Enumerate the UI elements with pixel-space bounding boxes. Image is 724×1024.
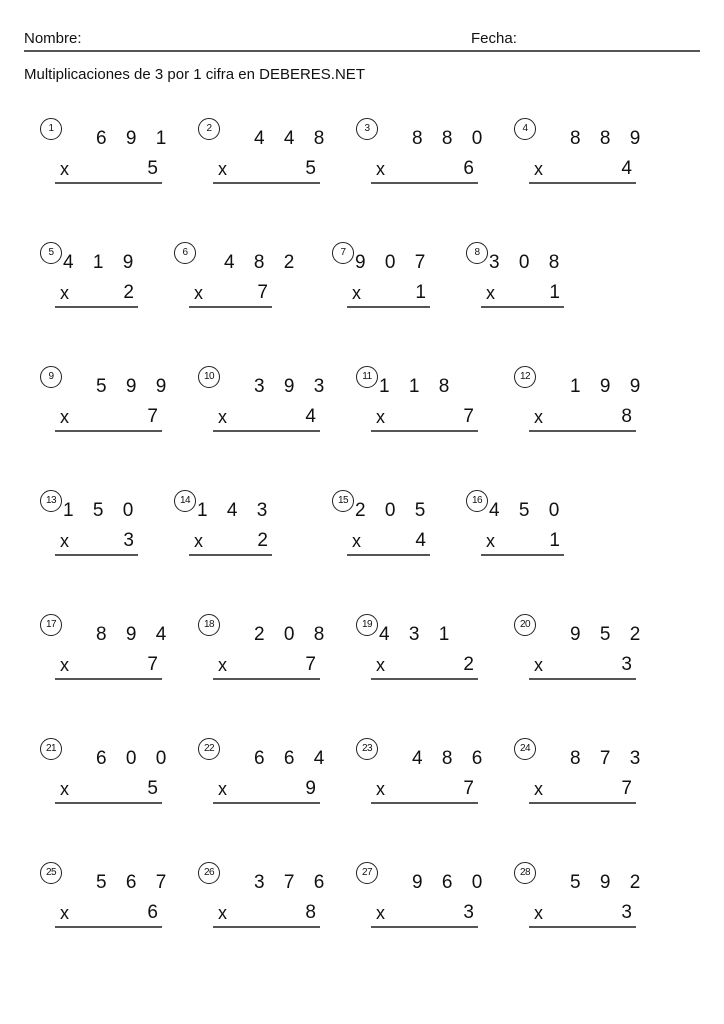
- answer-line: [213, 182, 320, 184]
- problem-12: [514, 366, 648, 446]
- multiplier: 9: [305, 778, 316, 799]
- problem-9: [40, 366, 174, 446]
- multiplicand: 8 8 0: [412, 128, 490, 149]
- answer-line: [347, 306, 430, 308]
- header-divider: [24, 50, 700, 52]
- multiplier: 7: [463, 406, 474, 427]
- answer-line: [213, 430, 320, 432]
- problem-number: 28: [514, 862, 536, 884]
- answer-line: [347, 554, 430, 556]
- answer-line: [529, 430, 636, 432]
- multiplier: 7: [147, 654, 158, 675]
- problem-8: [466, 242, 568, 322]
- multiplicand: 4 3 1: [379, 624, 457, 645]
- answer-line: [55, 554, 138, 556]
- problem-13: [40, 490, 142, 570]
- problem-number: 12: [514, 366, 536, 388]
- problem-number: 3: [356, 118, 378, 140]
- problem-number: 26: [198, 862, 220, 884]
- multiplier: 3: [621, 654, 632, 675]
- answer-line: [371, 678, 478, 680]
- problem-number: 22: [198, 738, 220, 760]
- problem-number: 6: [174, 242, 196, 264]
- multiply-sign: x: [534, 159, 543, 179]
- problem-number: 23: [356, 738, 378, 760]
- problem-1: [40, 118, 174, 198]
- problem-20: [514, 614, 648, 694]
- answer-line: [213, 926, 320, 928]
- multiply-sign: x: [534, 779, 543, 799]
- answer-line: [55, 182, 162, 184]
- answer-line: [529, 678, 636, 680]
- multiply-sign: x: [60, 655, 69, 675]
- problem-number: 21: [40, 738, 62, 760]
- multiply-sign: x: [486, 531, 495, 551]
- answer-line: [213, 678, 320, 680]
- problem-number: 11: [356, 366, 378, 388]
- answer-line: [189, 554, 272, 556]
- multiplicand: 1 4 3: [197, 500, 275, 521]
- multiplier: 3: [621, 902, 632, 923]
- problem-16: [466, 490, 568, 570]
- multiply-sign: x: [60, 159, 69, 179]
- problem-number: 9: [40, 366, 62, 388]
- problem-23: [356, 738, 490, 818]
- worksheet-title: Multiplicaciones de 3 por 1 cifra en DEBERES.NET: [24, 66, 365, 83]
- multiplicand: 4 4 8: [254, 128, 332, 149]
- multiply-sign: x: [376, 903, 385, 923]
- multiply-sign: x: [218, 903, 227, 923]
- multiplicand: 1 1 8: [379, 376, 457, 397]
- problem-number: 15: [332, 490, 354, 512]
- multiplicand: 1 9 9: [570, 376, 648, 397]
- multiplier: 8: [621, 406, 632, 427]
- problem-number: 14: [174, 490, 196, 512]
- problem-6: [174, 242, 302, 322]
- multiplicand: 4 8 6: [412, 748, 490, 769]
- multiplicand: 5 9 9: [96, 376, 174, 397]
- date-label: Fecha:: [471, 30, 517, 47]
- problem-number: 10: [198, 366, 220, 388]
- multiplicand: 6 0 0: [96, 748, 174, 769]
- multiply-sign: x: [486, 283, 495, 303]
- multiply-sign: x: [534, 655, 543, 675]
- multiplier: 6: [147, 902, 158, 923]
- multiply-sign: x: [60, 283, 69, 303]
- answer-line: [55, 802, 162, 804]
- multiply-sign: x: [352, 283, 361, 303]
- answer-line: [55, 926, 162, 928]
- problem-number: 8: [466, 242, 488, 264]
- multiply-sign: x: [194, 531, 203, 551]
- multiplicand: 9 6 0: [412, 872, 490, 893]
- multiply-sign: x: [376, 159, 385, 179]
- answer-line: [371, 802, 478, 804]
- multiply-sign: x: [218, 407, 227, 427]
- answer-line: [481, 306, 564, 308]
- problem-7: [332, 242, 434, 322]
- multiply-sign: x: [60, 531, 69, 551]
- problem-number: 1: [40, 118, 62, 140]
- multiplicand: 8 9 4: [96, 624, 174, 645]
- problem-28: [514, 862, 648, 942]
- answer-line: [213, 802, 320, 804]
- multiplicand: 5 6 7: [96, 872, 174, 893]
- problem-10: [198, 366, 332, 446]
- problem-number: 25: [40, 862, 62, 884]
- multiplicand: 1 5 0: [63, 500, 141, 521]
- problem-21: [40, 738, 174, 818]
- answer-line: [55, 306, 138, 308]
- multiply-sign: x: [218, 655, 227, 675]
- problem-number: 24: [514, 738, 536, 760]
- multiply-sign: x: [218, 159, 227, 179]
- multiplicand: 3 7 6: [254, 872, 332, 893]
- multiply-sign: x: [218, 779, 227, 799]
- multiply-sign: x: [60, 779, 69, 799]
- multiplier: 2: [257, 530, 268, 551]
- problem-24: [514, 738, 648, 818]
- problem-4: [514, 118, 648, 198]
- name-label: Nombre:: [24, 30, 82, 47]
- multiplier: 7: [305, 654, 316, 675]
- problem-number: 16: [466, 490, 488, 512]
- multiplier: 7: [463, 778, 474, 799]
- answer-line: [371, 430, 478, 432]
- problem-number: 19: [356, 614, 378, 636]
- multiplicand: 8 8 9: [570, 128, 648, 149]
- multiplicand: 2 0 8: [254, 624, 332, 645]
- problem-27: [356, 862, 490, 942]
- multiply-sign: x: [60, 407, 69, 427]
- multiply-sign: x: [534, 407, 543, 427]
- problem-number: 5: [40, 242, 62, 264]
- multiply-sign: x: [376, 779, 385, 799]
- multiplier: 2: [463, 654, 474, 675]
- answer-line: [189, 306, 272, 308]
- multiplicand: 3 9 3: [254, 376, 332, 397]
- problem-number: 13: [40, 490, 62, 512]
- multiplier: 4: [415, 530, 426, 551]
- multiply-sign: x: [194, 283, 203, 303]
- problem-15: [332, 490, 434, 570]
- answer-line: [529, 926, 636, 928]
- problem-2: [198, 118, 332, 198]
- problem-5: [40, 242, 142, 322]
- multiply-sign: x: [352, 531, 361, 551]
- multiplier: 3: [123, 530, 134, 551]
- problem-14: [174, 490, 276, 570]
- answer-line: [55, 430, 162, 432]
- multiplicand: 4 8 2: [224, 252, 302, 273]
- problem-number: 4: [514, 118, 536, 140]
- multiplier: 1: [415, 282, 426, 303]
- problem-number: 27: [356, 862, 378, 884]
- problem-22: [198, 738, 332, 818]
- multiplier: 7: [147, 406, 158, 427]
- multiplier: 3: [463, 902, 474, 923]
- multiply-sign: x: [376, 655, 385, 675]
- answer-line: [529, 182, 636, 184]
- multiplier: 4: [305, 406, 316, 427]
- multiplicand: 2 0 5: [355, 500, 433, 521]
- multiplicand: 6 6 4: [254, 748, 332, 769]
- problem-number: 18: [198, 614, 220, 636]
- multiplicand: 4 5 0: [489, 500, 567, 521]
- multiplicand: 8 7 3: [570, 748, 648, 769]
- problem-25: [40, 862, 174, 942]
- multiplicand: 4 1 9: [63, 252, 141, 273]
- answer-line: [55, 678, 162, 680]
- problem-18: [198, 614, 332, 694]
- answer-line: [529, 802, 636, 804]
- multiplicand: 6 9 1: [96, 128, 174, 149]
- problem-19: [356, 614, 482, 694]
- multiplier: 8: [305, 902, 316, 923]
- multiplier: 1: [549, 530, 560, 551]
- problem-number: 17: [40, 614, 62, 636]
- multiplier: 4: [621, 158, 632, 179]
- answer-line: [371, 926, 478, 928]
- problem-number: 20: [514, 614, 536, 636]
- multiplicand: 9 0 7: [355, 252, 433, 273]
- multiplier: 7: [621, 778, 632, 799]
- problem-17: [40, 614, 174, 694]
- multiplier: 5: [305, 158, 316, 179]
- multiplicand: 5 9 2: [570, 872, 648, 893]
- answer-line: [481, 554, 564, 556]
- multiplier: 1: [549, 282, 560, 303]
- multiplier: 6: [463, 158, 474, 179]
- problem-number: 2: [198, 118, 220, 140]
- multiply-sign: x: [60, 903, 69, 923]
- multiplier: 5: [147, 158, 158, 179]
- problem-26: [198, 862, 332, 942]
- problem-3: [356, 118, 490, 198]
- multiply-sign: x: [534, 903, 543, 923]
- multiply-sign: x: [376, 407, 385, 427]
- multiplier: 5: [147, 778, 158, 799]
- multiplier: 7: [257, 282, 268, 303]
- problem-number: 7: [332, 242, 354, 264]
- problem-11: [356, 366, 482, 446]
- multiplicand: 9 5 2: [570, 624, 648, 645]
- answer-line: [371, 182, 478, 184]
- multiplicand: 3 0 8: [489, 252, 567, 273]
- multiplier: 2: [123, 282, 134, 303]
